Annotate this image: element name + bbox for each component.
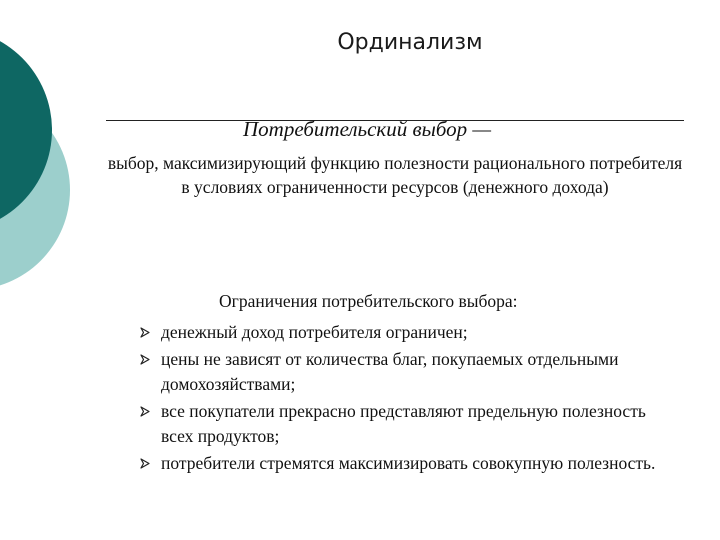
limits-heading: Ограничения потребительского выбора: [219,291,518,311]
list-item [140,320,660,345]
list-item-text: денежный доход потребителя ограничен; [161,322,468,342]
list-item-text: цены не зависят от количества благ, покупаемых отдельными домохозяйствами; [161,349,619,394]
definition-text: выбор, максимизирующий функцию полезности рационального потребителя в условиях ограниченности ресурсов (денежного дохода) [107,153,683,197]
arrowhead-bullet-icon [140,458,150,469]
list-item-text: потребители стремятся максимизировать совокупную полезность. [161,453,656,473]
arrowhead-bullet-icon [140,406,150,417]
list-item [140,399,660,449]
list-item [140,347,660,397]
teal-circles-decoration [0,0,120,300]
page-title: Ординализм [337,30,483,55]
arrowhead-bullet-icon [140,327,150,338]
arrowhead-bullet-icon [140,354,150,365]
list-item-text: все покупатели прекрасно представляют предельную полезность всех продуктов; [161,401,646,446]
list-item [140,451,660,476]
term-heading: Потребительский выбор — [243,117,492,141]
limits-list [140,320,660,478]
